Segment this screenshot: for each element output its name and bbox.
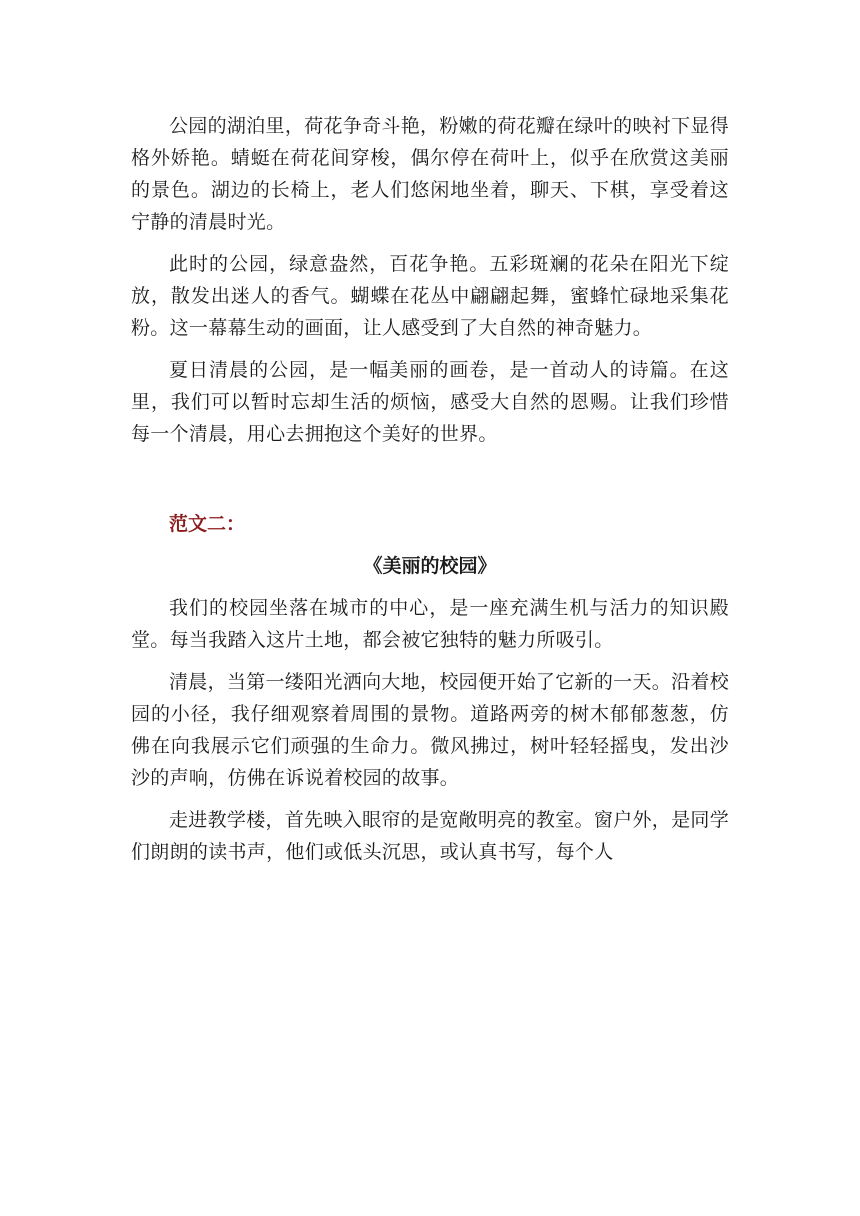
paragraph-park-flowers: 此时的公园，绿意盎然，百花争艳。五彩斑斓的花朵在阳光下绽放，散发出迷人的香气。蝴蝶在花丛中翩翩起舞，蜜蜂忙碌地采集花粉。这一幕幕生动的画面，让人感受到了大自然的神奇魅力。 [131, 253, 729, 339]
document-page [131, 110, 729, 878]
paragraph-lake: 公园的湖泊里，荷花争奇斗艳，粉嫩的荷花瓣在绿叶的映衬下显得格外娇艳。蜻蜓在荷花间穿梭，偶尔停在荷叶上，似乎在欣赏这美丽的景色。湖边的长椅上，老人们悠闲地坐着，聊天、下棋，享受着这宁静的清晨时光。 [131, 115, 729, 233]
paragraph-park-conclusion: 夏日清晨的公园，是一幅美丽的画卷，是一首动人的诗篇。在这里，我们可以暂时忘却生活的烦恼，感受大自然的恩赐。让我们珍惜每一个清晨，用心去拥抱这个美好的世界。 [131, 359, 729, 445]
paragraph-campus-building: 走进教学楼，首先映入眼帘的是宽敞明亮的教室。窗户外，是同学们朗朗的读书声，他们或低头沉思，或认真书写，每个人 [131, 809, 729, 863]
section-label-sample-two: 范文二： [169, 513, 246, 535]
paragraph-campus-intro: 我们的校园坐落在城市的中心，是一座充满生机与活力的知识殿堂。每当我踏入这片土地，都会被它独特的魅力所吸引。 [131, 597, 729, 651]
essay-title: 《美丽的校园》 [363, 555, 497, 577]
paragraph-campus-morning: 清晨，当第一缕阳光洒向大地，校园便开始了它新的一天。沿着校园的小径，我仔细观察着周围的景物。道路两旁的树木郁郁葱葱，仿佛在向我展示它们顽强的生命力。微风拂过，树叶轻轻摇曳，发出沙沙的声响，仿佛在诉说着校园的故事。 [131, 671, 729, 789]
